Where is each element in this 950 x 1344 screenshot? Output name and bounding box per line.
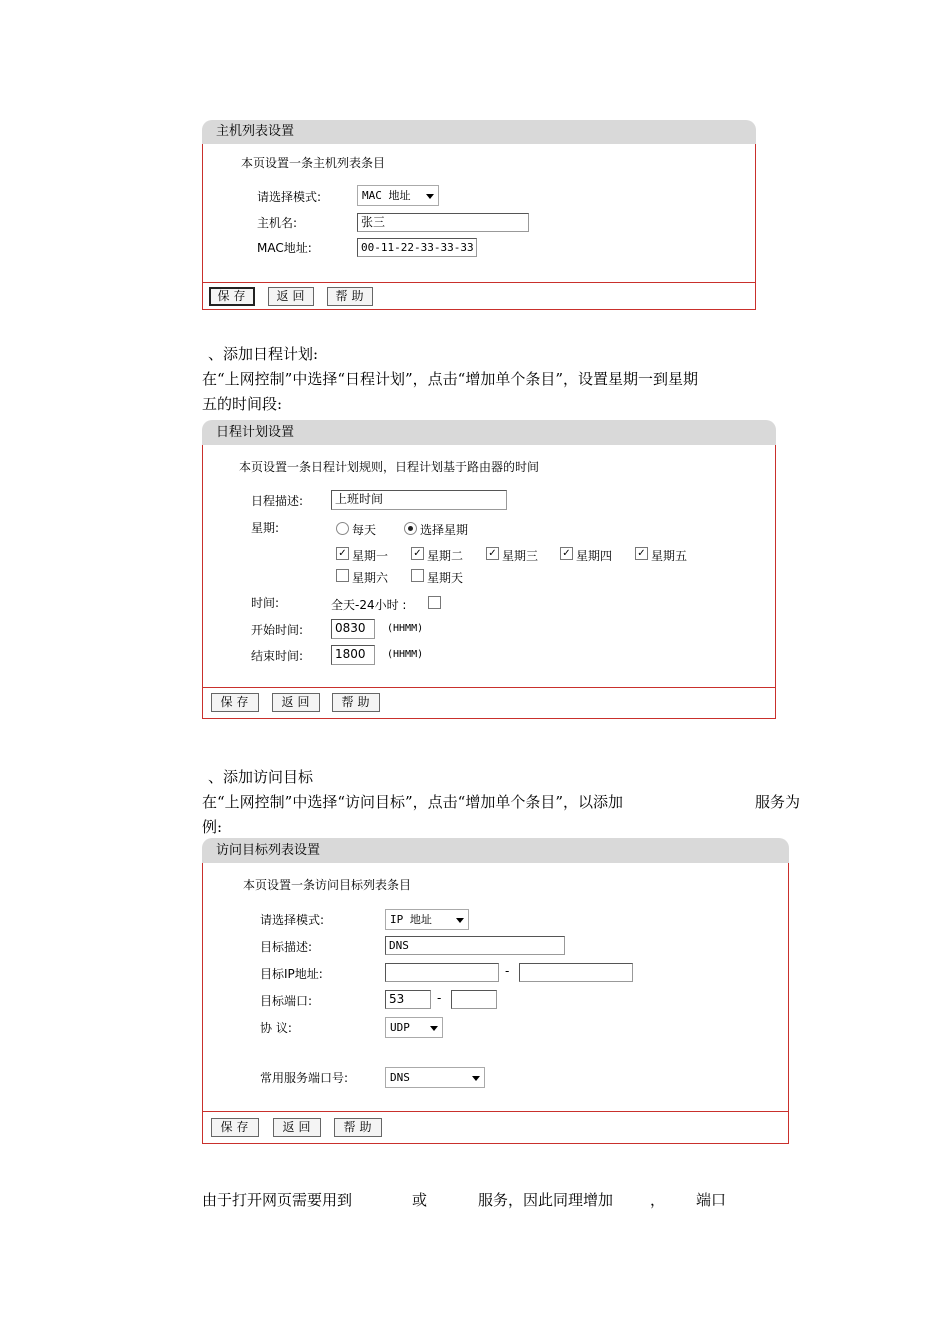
- target-desc-label: 目标描述:: [260, 940, 313, 954]
- paragraph-line: 例:: [202, 818, 223, 836]
- select-week-radio[interactable]: [404, 522, 417, 535]
- target-ip-label: 目标IP地址:: [260, 967, 323, 981]
- save-button[interactable]: 保存: [211, 1118, 259, 1137]
- range-dash: -: [505, 964, 510, 978]
- time-label: 时间:: [251, 596, 280, 610]
- select-week-label: 选择星期: [420, 523, 469, 537]
- panel-footer: [203, 1111, 788, 1144]
- protocol-label: 协 议:: [260, 1021, 292, 1035]
- panel-description: 本页设置一条主机列表条目: [241, 156, 386, 170]
- week-label: 星期:: [251, 521, 280, 535]
- range-dash: -: [437, 991, 442, 1005]
- back-button[interactable]: 返回: [272, 693, 320, 712]
- everyday-label: 每天: [352, 523, 377, 537]
- time-format-hint: (HHMM): [387, 649, 424, 660]
- allday-label: 全天-24小时 :: [331, 598, 407, 612]
- time-format-hint: (HHMM): [387, 623, 424, 634]
- panel-footer: [203, 687, 775, 719]
- sunday-label: 星期天: [427, 571, 464, 585]
- protocol-select[interactable]: [385, 1017, 443, 1038]
- paragraph-line: 服务为: [755, 793, 801, 811]
- protocol-select-value: UDP: [390, 1021, 410, 1034]
- sunday-checkbox[interactable]: [411, 569, 424, 582]
- paragraph-part: 服务，因此同理增加: [478, 1191, 614, 1209]
- target-ip-end-input[interactable]: [519, 963, 633, 982]
- paragraph-line: 在“上网控制”中选择“日程计划”，点击“增加单个条目”，设置星期一到星期: [202, 370, 699, 388]
- help-button[interactable]: 帮助: [332, 693, 380, 712]
- schedule-panel: [202, 420, 776, 719]
- paragraph-part: ，: [650, 1191, 666, 1209]
- chevron-down-icon: [426, 194, 434, 199]
- mode-label: 请选择模式:: [257, 190, 322, 204]
- section-heading-access-target: 、添加访问目标: [208, 768, 314, 786]
- mode-select-value: MAC 地址: [362, 189, 411, 202]
- host-name-label: 主机名:: [257, 216, 298, 230]
- paragraph-part: 或: [412, 1191, 428, 1209]
- target-port-label: 目标端口:: [260, 994, 313, 1008]
- mode-select[interactable]: [385, 909, 469, 930]
- target-desc-input[interactable]: DNS: [385, 936, 565, 955]
- access-target-panel: [202, 838, 789, 1144]
- schedule-desc-input[interactable]: 上班时间: [331, 490, 507, 510]
- thursday-label: 星期四: [576, 549, 613, 563]
- wednesday-label: 星期三: [502, 549, 539, 563]
- panel-body: [202, 445, 776, 719]
- save-button[interactable]: 保存: [209, 287, 255, 306]
- panel-description: 本页设置一条日程计划规则，日程计划基于路由器的时间: [239, 460, 540, 474]
- paragraph-line: 五的时间段:: [202, 395, 283, 413]
- everyday-radio[interactable]: [336, 522, 349, 535]
- saturday-checkbox[interactable]: [336, 569, 349, 582]
- paragraph-line: 在“上网控制”中选择“访问目标”，点击“增加单个条目”，以添加: [202, 793, 624, 811]
- common-service-select-value: DNS: [390, 1071, 410, 1084]
- monday-checkbox[interactable]: ✓: [336, 547, 349, 560]
- host-list-panel: [202, 120, 756, 310]
- tuesday-label: 星期二: [427, 549, 464, 563]
- start-time-label: 开始时间:: [251, 623, 304, 637]
- end-time-input[interactable]: 1800: [331, 645, 375, 665]
- mac-input[interactable]: 00-11-22-33-33-33: [357, 238, 477, 257]
- panel-title: 日程计划设置: [202, 420, 776, 445]
- target-port-end-input[interactable]: [451, 990, 497, 1009]
- section-heading-schedule: 、添加日程计划:: [208, 345, 319, 363]
- chevron-down-icon: [456, 918, 464, 923]
- target-port-start-input[interactable]: 53: [385, 990, 431, 1009]
- help-button[interactable]: 帮助: [327, 287, 373, 306]
- back-button[interactable]: 返回: [273, 1118, 321, 1137]
- host-name-input[interactable]: 张三: [357, 213, 529, 232]
- panel-title: 访问目标列表设置: [202, 838, 789, 863]
- mac-label: MAC地址:: [257, 241, 312, 255]
- saturday-label: 星期六: [352, 571, 389, 585]
- panel-description: 本页设置一条访问目标列表条目: [243, 878, 412, 892]
- panel-body: [202, 144, 756, 310]
- thursday-checkbox[interactable]: ✓: [560, 547, 573, 560]
- wednesday-checkbox[interactable]: ✓: [486, 547, 499, 560]
- paragraph-part: 由于打开网页需要用到: [202, 1191, 353, 1209]
- panel-footer: [203, 282, 755, 310]
- tuesday-checkbox[interactable]: ✓: [411, 547, 424, 560]
- allday-checkbox[interactable]: [428, 596, 441, 609]
- save-button[interactable]: 保存: [211, 693, 259, 712]
- help-button[interactable]: 帮助: [334, 1118, 382, 1137]
- friday-label: 星期五: [651, 549, 688, 563]
- panel-title: 主机列表设置: [202, 120, 756, 144]
- back-button[interactable]: 返回: [268, 287, 314, 306]
- monday-label: 星期一: [352, 549, 389, 563]
- common-service-select[interactable]: [385, 1067, 485, 1088]
- target-ip-start-input[interactable]: [385, 963, 499, 982]
- start-time-input[interactable]: 0830: [331, 619, 375, 639]
- paragraph-part: 端口: [696, 1191, 727, 1209]
- chevron-down-icon: [430, 1026, 438, 1031]
- mode-label: 请选择模式:: [260, 913, 325, 927]
- friday-checkbox[interactable]: ✓: [635, 547, 648, 560]
- mode-select-value: IP 地址: [390, 913, 432, 926]
- schedule-desc-label: 日程描述:: [251, 494, 304, 508]
- common-service-label: 常用服务端口号:: [260, 1071, 349, 1085]
- mode-select[interactable]: [357, 185, 439, 206]
- chevron-down-icon: [472, 1076, 480, 1081]
- panel-body: [202, 863, 789, 1144]
- end-time-label: 结束时间:: [251, 649, 304, 663]
